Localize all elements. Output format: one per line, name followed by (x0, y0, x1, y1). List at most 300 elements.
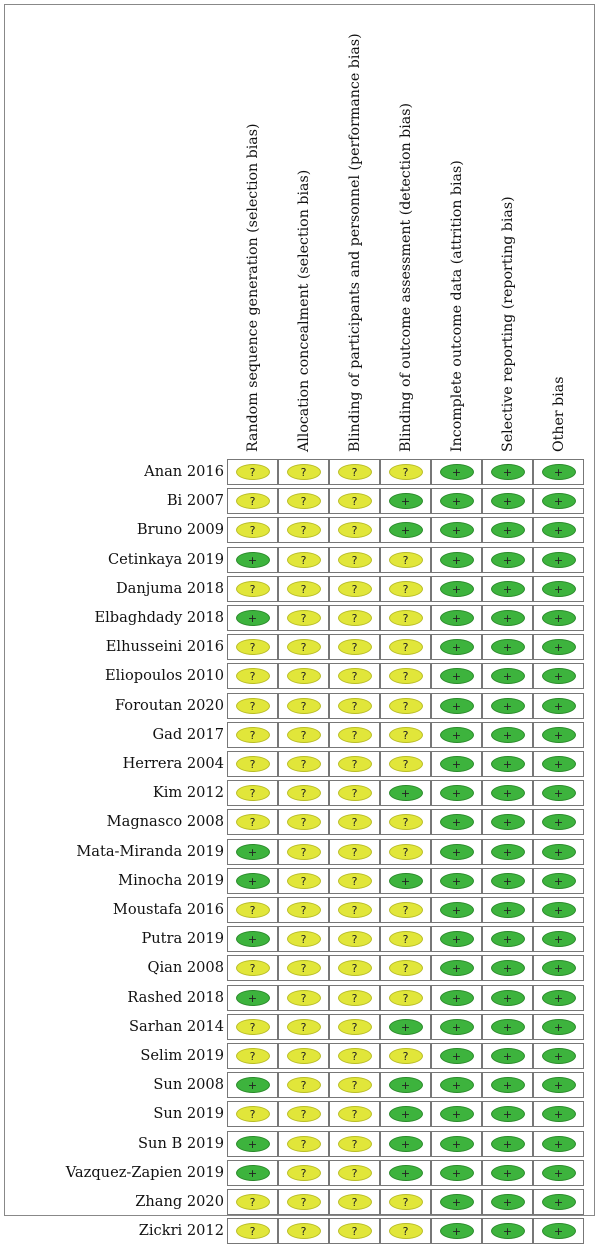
judgement-cell (533, 985, 584, 1011)
column-header-1: Random sequence generation (selection bias) (244, 123, 261, 452)
unclear-risk-mark: ? (338, 581, 372, 597)
low-risk-mark: + (542, 785, 576, 801)
low-risk-mark: + (440, 960, 474, 976)
low-risk-mark: + (491, 1019, 525, 1035)
low-risk-mark: + (389, 1165, 423, 1181)
judgement-cell (533, 1189, 584, 1215)
unclear-risk-mark: ? (236, 698, 270, 714)
low-risk-mark: + (440, 581, 474, 597)
low-risk-mark: + (389, 493, 423, 509)
unclear-risk-mark: ? (338, 931, 372, 947)
judgement-cell (227, 1043, 278, 1069)
judgement-cell (380, 663, 431, 689)
judgement-cell (227, 809, 278, 835)
low-risk-mark: + (542, 1077, 576, 1093)
judgement-cell (431, 517, 482, 543)
low-risk-mark: + (542, 960, 576, 976)
judgement-cell (482, 1014, 533, 1040)
low-risk-mark: + (491, 610, 525, 626)
low-risk-mark: + (236, 1136, 270, 1152)
unclear-risk-mark: ? (338, 610, 372, 626)
unclear-risk-mark: ? (287, 639, 321, 655)
study-label: Foroutan 2020 (114, 696, 224, 714)
judgement-cell (278, 751, 329, 777)
low-risk-mark: + (491, 1165, 525, 1181)
judgement-cell (431, 955, 482, 981)
judgement-cell (329, 839, 380, 865)
judgement-cell (431, 751, 482, 777)
judgement-cell (431, 634, 482, 660)
judgement-cell (278, 1131, 329, 1157)
judgement-cell (533, 488, 584, 514)
judgement-cell (380, 809, 431, 835)
low-risk-mark: + (236, 844, 270, 860)
unclear-risk-mark: ? (287, 552, 321, 568)
judgement-cell (227, 1072, 278, 1098)
judgement-cell (380, 459, 431, 485)
judgement-cell (533, 1014, 584, 1040)
low-risk-mark: + (389, 785, 423, 801)
unclear-risk-mark: ? (287, 1194, 321, 1210)
low-risk-mark: + (440, 873, 474, 889)
low-risk-mark: + (440, 698, 474, 714)
judgement-cell (278, 693, 329, 719)
unclear-risk-mark: ? (338, 785, 372, 801)
low-risk-mark: + (542, 727, 576, 743)
judgement-cell (380, 955, 431, 981)
unclear-risk-mark: ? (389, 756, 423, 772)
judgement-cell (431, 809, 482, 835)
judgement-cell (431, 985, 482, 1011)
low-risk-mark: + (542, 931, 576, 947)
judgement-cell (380, 897, 431, 923)
unclear-risk-mark: ? (287, 814, 321, 830)
unclear-risk-mark: ? (287, 960, 321, 976)
judgement-cell (227, 1131, 278, 1157)
judgement-cell (227, 839, 278, 865)
unclear-risk-mark: ? (338, 1223, 372, 1239)
low-risk-mark: + (491, 1194, 525, 1210)
low-risk-mark: + (440, 639, 474, 655)
unclear-risk-mark: ? (338, 960, 372, 976)
study-label: Kim 2012 (152, 784, 224, 802)
judgement-cell (329, 634, 380, 660)
judgement-cell (278, 868, 329, 894)
unclear-risk-mark: ? (236, 814, 270, 830)
low-risk-mark: + (542, 639, 576, 655)
unclear-risk-mark: ? (389, 639, 423, 655)
judgement-cell (329, 693, 380, 719)
judgement-cell (278, 1043, 329, 1069)
judgement-cell (329, 780, 380, 806)
study-label: Putra 2019 (141, 930, 224, 948)
judgement-cell (329, 868, 380, 894)
judgement-cell (533, 517, 584, 543)
judgement-cell (278, 1072, 329, 1098)
low-risk-mark: + (491, 814, 525, 830)
judgement-cell (380, 1160, 431, 1186)
low-risk-mark: + (440, 756, 474, 772)
judgement-cell (227, 605, 278, 631)
unclear-risk-mark: ? (389, 464, 423, 480)
judgement-cell (329, 955, 380, 981)
judgement-cell (431, 1218, 482, 1244)
judgement-cell (278, 1189, 329, 1215)
low-risk-mark: + (491, 668, 525, 684)
judgement-cell (227, 576, 278, 602)
judgement-cell (380, 985, 431, 1011)
column-header-5: Incomplete outcome data (attrition bias) (448, 160, 465, 452)
unclear-risk-mark: ? (338, 990, 372, 1006)
study-label: Elbaghdady 2018 (94, 609, 224, 626)
low-risk-mark: + (542, 581, 576, 597)
judgement-cell (329, 897, 380, 923)
judgement-cell (278, 517, 329, 543)
judgement-cell (278, 780, 329, 806)
low-risk-mark: + (440, 522, 474, 538)
judgement-cell (227, 780, 278, 806)
judgement-cell (533, 1101, 584, 1127)
low-risk-mark: + (440, 1106, 474, 1122)
study-label: Selim 2019 (140, 1047, 224, 1064)
unclear-risk-mark: ? (338, 1048, 372, 1064)
judgement-cell (533, 634, 584, 660)
judgement-cell (380, 926, 431, 952)
study-label: Vazquez-Zapien 2019 (65, 1163, 224, 1181)
unclear-risk-mark: ? (389, 1223, 423, 1239)
judgement-cell (431, 926, 482, 952)
low-risk-mark: + (491, 756, 525, 772)
judgement-cell (380, 634, 431, 660)
low-risk-mark: + (491, 1136, 525, 1152)
judgement-cell (227, 955, 278, 981)
judgement-cell (431, 780, 482, 806)
judgement-cell (227, 663, 278, 689)
low-risk-mark: + (440, 668, 474, 684)
judgement-cell (431, 663, 482, 689)
low-risk-mark: + (440, 727, 474, 743)
judgement-cell (380, 488, 431, 514)
unclear-risk-mark: ? (338, 1165, 372, 1181)
judgement-cell (533, 839, 584, 865)
unclear-risk-mark: ? (287, 581, 321, 597)
judgement-cell (329, 722, 380, 748)
judgement-cell (278, 1218, 329, 1244)
unclear-risk-mark: ? (338, 1106, 372, 1122)
unclear-risk-mark: ? (389, 552, 423, 568)
judgement-cell (482, 1043, 533, 1069)
unclear-risk-mark: ? (287, 727, 321, 743)
judgement-cell (278, 488, 329, 514)
low-risk-mark: + (440, 844, 474, 860)
low-risk-mark: + (491, 873, 525, 889)
unclear-risk-mark: ? (338, 464, 372, 480)
judgement-cell (227, 517, 278, 543)
judgement-cell (380, 1189, 431, 1215)
judgement-cell (380, 576, 431, 602)
judgement-cell (482, 634, 533, 660)
unclear-risk-mark: ? (236, 522, 270, 538)
unclear-risk-mark: ? (338, 493, 372, 509)
low-risk-mark: + (236, 1077, 270, 1093)
judgement-cell (533, 693, 584, 719)
judgement-cell (227, 1189, 278, 1215)
judgement-cell (278, 576, 329, 602)
judgement-cell (278, 1101, 329, 1127)
judgement-cell (278, 722, 329, 748)
unclear-risk-mark: ? (287, 990, 321, 1006)
judgement-cell (278, 459, 329, 485)
low-risk-mark: + (542, 1136, 576, 1152)
judgement-cell (329, 1101, 380, 1127)
judgement-cell (431, 1160, 482, 1186)
judgement-cell (278, 897, 329, 923)
study-label: Cetinkaya 2019 (107, 550, 224, 568)
judgement-cell (533, 868, 584, 894)
low-risk-mark: + (440, 1019, 474, 1035)
judgement-cell (227, 547, 278, 573)
judgement-cell (482, 926, 533, 952)
judgement-cell (380, 839, 431, 865)
judgement-cell (380, 1043, 431, 1069)
column-header-3: Blinding of participants and personnel (performance bias) (346, 33, 363, 452)
low-risk-mark: + (491, 581, 525, 597)
unclear-risk-mark: ? (287, 785, 321, 801)
judgement-cell (227, 722, 278, 748)
low-risk-mark: + (491, 1106, 525, 1122)
low-risk-mark: + (542, 1165, 576, 1181)
unclear-risk-mark: ? (236, 493, 270, 509)
judgement-cell (533, 780, 584, 806)
low-risk-mark: + (440, 1165, 474, 1181)
judgement-cell (329, 547, 380, 573)
judgement-cell (329, 1072, 380, 1098)
judgement-cell (278, 1160, 329, 1186)
judgement-cell (329, 1131, 380, 1157)
study-label: Sun 2008 (153, 1076, 224, 1094)
judgement-cell (380, 868, 431, 894)
judgement-cell (329, 1189, 380, 1215)
unclear-risk-mark: ? (338, 902, 372, 918)
unclear-risk-mark: ? (236, 1223, 270, 1239)
unclear-risk-mark: ? (389, 610, 423, 626)
judgement-cell (533, 459, 584, 485)
judgement-cell (278, 809, 329, 835)
low-risk-mark: + (440, 552, 474, 568)
unclear-risk-mark: ? (389, 902, 423, 918)
unclear-risk-mark: ? (287, 1136, 321, 1152)
study-label: Gad 2017 (152, 725, 224, 743)
judgement-cell (278, 1014, 329, 1040)
unclear-risk-mark: ? (338, 756, 372, 772)
column-header-6: Selective reporting (reporting bias) (499, 196, 516, 452)
low-risk-mark: + (542, 873, 576, 889)
low-risk-mark: + (491, 639, 525, 655)
judgement-cell (533, 576, 584, 602)
judgement-cell (329, 517, 380, 543)
judgement-cell (533, 1072, 584, 1098)
judgement-cell (533, 955, 584, 981)
unclear-risk-mark: ? (389, 844, 423, 860)
unclear-risk-mark: ? (236, 785, 270, 801)
low-risk-mark: + (440, 785, 474, 801)
study-label: Mata-Miranda 2019 (76, 842, 224, 860)
unclear-risk-mark: ? (389, 581, 423, 597)
judgement-cell (431, 1072, 482, 1098)
judgement-cell (431, 1014, 482, 1040)
unclear-risk-mark: ? (287, 464, 321, 480)
study-label: Bruno 2009 (136, 521, 224, 539)
study-label: Sun 2019 (153, 1105, 224, 1123)
judgement-cell (227, 751, 278, 777)
unclear-risk-mark: ? (338, 639, 372, 655)
unclear-risk-mark: ? (338, 552, 372, 568)
judgement-cell (380, 1014, 431, 1040)
unclear-risk-mark: ? (236, 1048, 270, 1064)
judgement-cell (227, 1218, 278, 1244)
judgement-cell (482, 1160, 533, 1186)
low-risk-mark: + (236, 1165, 270, 1181)
low-risk-mark: + (491, 1048, 525, 1064)
low-risk-mark: + (491, 552, 525, 568)
low-risk-mark: + (491, 727, 525, 743)
judgement-cell (380, 1072, 431, 1098)
study-label: Sun B 2019 (138, 1134, 224, 1152)
low-risk-mark: + (389, 873, 423, 889)
judgement-cell (482, 955, 533, 981)
study-label: Zickri 2012 (138, 1222, 224, 1240)
judgement-cell (431, 839, 482, 865)
study-label: Elhusseini 2016 (105, 638, 224, 656)
unclear-risk-mark: ? (236, 1194, 270, 1210)
judgement-cell (482, 693, 533, 719)
judgement-cell (431, 722, 482, 748)
low-risk-mark: + (491, 522, 525, 538)
study-label: Anan 2016 (144, 463, 224, 480)
unclear-risk-mark: ? (389, 814, 423, 830)
judgement-cell (329, 605, 380, 631)
low-risk-mark: + (440, 1077, 474, 1093)
low-risk-mark: + (542, 902, 576, 918)
low-risk-mark: + (542, 464, 576, 480)
judgement-cell (227, 634, 278, 660)
low-risk-mark: + (491, 698, 525, 714)
judgement-cell (533, 1160, 584, 1186)
unclear-risk-mark: ? (236, 902, 270, 918)
unclear-risk-mark: ? (287, 698, 321, 714)
judgement-cell (329, 1043, 380, 1069)
judgement-cell (431, 547, 482, 573)
judgement-cell (431, 868, 482, 894)
low-risk-mark: + (542, 610, 576, 626)
judgement-cell (329, 459, 380, 485)
judgement-cell (533, 605, 584, 631)
judgement-cell (533, 1131, 584, 1157)
judgement-cell (533, 663, 584, 689)
judgement-cell (380, 693, 431, 719)
judgement-cell (329, 576, 380, 602)
judgement-cell (380, 1101, 431, 1127)
unclear-risk-mark: ? (287, 610, 321, 626)
judgement-cell (227, 1160, 278, 1186)
judgement-cell (227, 459, 278, 485)
unclear-risk-mark: ? (287, 1019, 321, 1035)
judgement-cell (482, 1101, 533, 1127)
low-risk-mark: + (542, 756, 576, 772)
low-risk-mark: + (440, 464, 474, 480)
study-label: Moustafa 2016 (112, 901, 224, 918)
judgement-cell (380, 517, 431, 543)
judgement-cell (329, 751, 380, 777)
unclear-risk-mark: ? (338, 1194, 372, 1210)
low-risk-mark: + (542, 1048, 576, 1064)
judgement-cell (482, 576, 533, 602)
study-label: Eliopoulos 2010 (104, 667, 224, 685)
judgement-cell (227, 926, 278, 952)
unclear-risk-mark: ? (287, 493, 321, 509)
low-risk-mark: + (491, 464, 525, 480)
judgement-cell (227, 985, 278, 1011)
low-risk-mark: + (542, 1019, 576, 1035)
judgement-cell (227, 488, 278, 514)
unclear-risk-mark: ? (287, 873, 321, 889)
judgement-cell (329, 1218, 380, 1244)
judgement-cell (533, 809, 584, 835)
unclear-risk-mark: ? (389, 668, 423, 684)
judgement-cell (482, 517, 533, 543)
unclear-risk-mark: ? (287, 522, 321, 538)
study-label: Bi 2007 (166, 492, 224, 510)
judgement-cell (380, 605, 431, 631)
judgement-cell (533, 547, 584, 573)
judgement-cell (329, 1014, 380, 1040)
low-risk-mark: + (440, 814, 474, 830)
low-risk-mark: + (542, 1223, 576, 1239)
unclear-risk-mark: ? (389, 990, 423, 1006)
judgement-cell (482, 780, 533, 806)
judgement-cell (482, 1072, 533, 1098)
judgement-cell (482, 605, 533, 631)
unclear-risk-mark: ? (287, 844, 321, 860)
unclear-risk-mark: ? (287, 756, 321, 772)
judgement-cell (482, 459, 533, 485)
low-risk-mark: + (542, 1194, 576, 1210)
low-risk-mark: + (236, 990, 270, 1006)
judgement-cell (329, 663, 380, 689)
low-risk-mark: + (491, 931, 525, 947)
unclear-risk-mark: ? (236, 1019, 270, 1035)
study-label: Sarhan 2014 (129, 1017, 224, 1035)
low-risk-mark: + (542, 698, 576, 714)
low-risk-mark: + (491, 960, 525, 976)
low-risk-mark: + (440, 902, 474, 918)
unclear-risk-mark: ? (236, 756, 270, 772)
judgement-cell (482, 897, 533, 923)
low-risk-mark: + (542, 668, 576, 684)
unclear-risk-mark: ? (287, 1048, 321, 1064)
judgement-cell (227, 868, 278, 894)
judgement-cell (482, 809, 533, 835)
low-risk-mark: + (440, 610, 474, 626)
low-risk-mark: + (236, 873, 270, 889)
judgement-cell (533, 1218, 584, 1244)
judgement-cell (482, 751, 533, 777)
unclear-risk-mark: ? (338, 1077, 372, 1093)
judgement-cell (380, 1131, 431, 1157)
unclear-risk-mark: ? (338, 844, 372, 860)
study-label: Minocha 2019 (118, 871, 224, 889)
low-risk-mark: + (440, 1194, 474, 1210)
